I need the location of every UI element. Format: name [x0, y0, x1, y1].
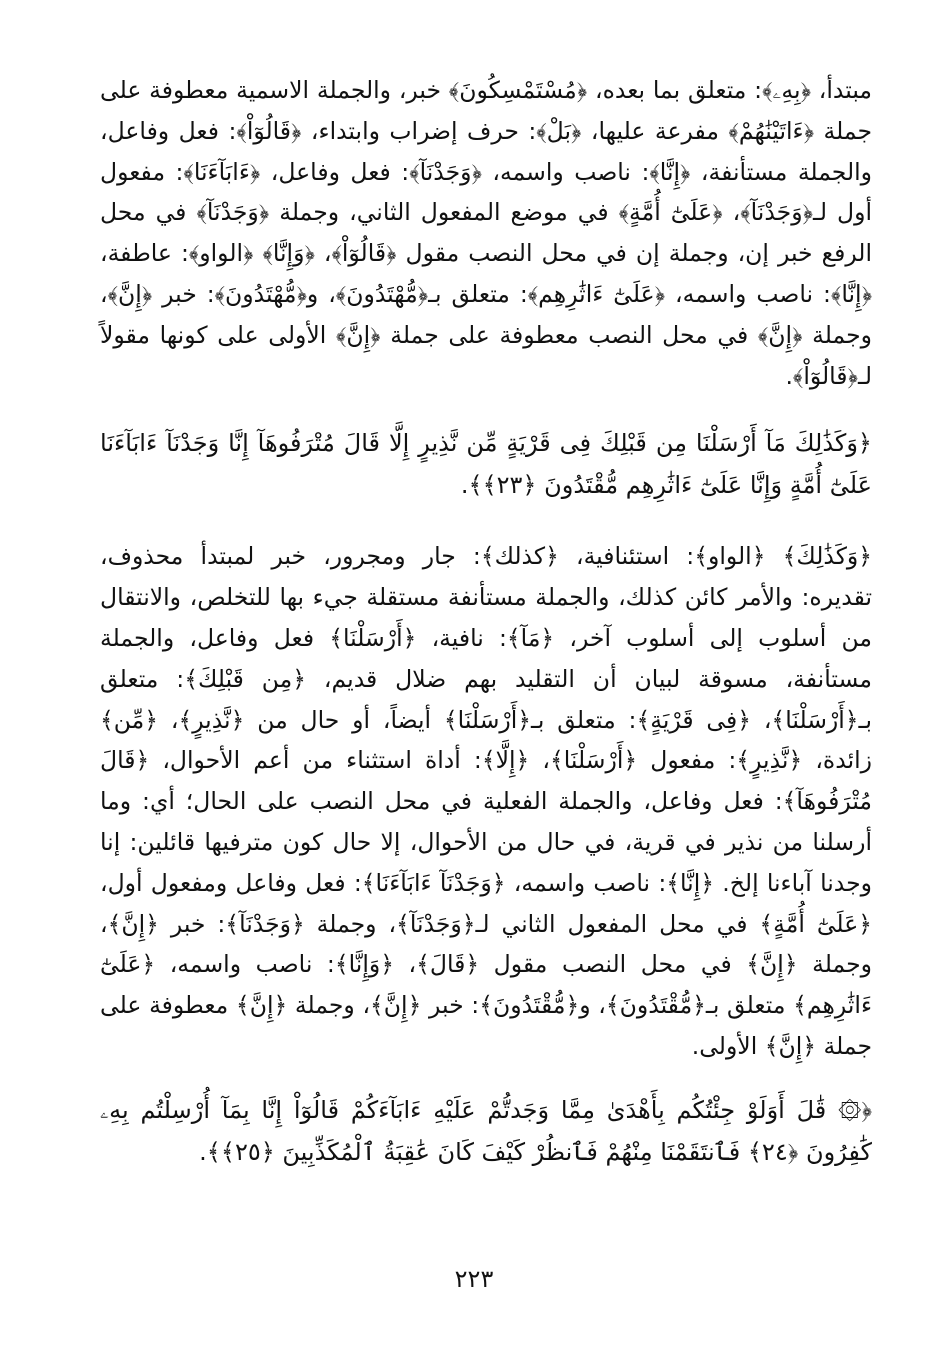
quran-verse-23: ﴿وَكَذَٰلِكَ مَآ أَرْسَلْنَا مِن قَبْلِكَ فِى قَرْيَةٍ مِّن نَّذِيرٍ إِلَّا قَالَ مُتْرَفُوهَآ إِنَّا وَجَدْنَآ ءَابَآءَنَا عَلَىٰٓ أُمَّةٍ وَإِنَّا عَلَىٰٓ ءَاثَٰرِهِم مُّقْتَدُونَ ﴿٢٣﴾﴾.	[100, 429, 872, 500]
page-body	[100, 70, 872, 1173]
page-number: ٢٢٣	[454, 1265, 494, 1293]
grammar-paragraph-2: ﴿وَكَذَٰلِكَ﴾ ﴿الواو﴾: استئنافية، ﴿كذلك﴾: جار ومجرور، خبر لمبتدأ محذوف، تقديره: والأمر كائن كذلك، والجملة مستأنفة مستقلة جيء بها للتخلص، والانتقال من أسلوب إلى أسلوب آخر، ﴿مَآ﴾: نافية، ﴿أَرْسَلْنَا﴾ فعل وفاعل، والجملة مستأنفة، مسوقة لبيان أن التقليد بهم ضلال قديم، ﴿مِن قَبْلِكَ﴾: متعلق بـ﴿أَرْسَلْنَا﴾، ﴿فِى قَرْيَةٍ﴾: متعلق بـ﴿أَرْسَلْنَا﴾ أيضاً، أو حال من ﴿نَّذِيرٍ﴾، ﴿مِّن﴾ زائدة، ﴿نَّذِيرٍ﴾: مفعول ﴿أَرْسَلْنَا﴾، ﴿إِلَّا﴾: أداة استثناء من أعم الأحوال، ﴿قَالَ مُتْرَفُوهَآ﴾: فعل وفاعل، والجملة الفعلية في محل النصب على الحال؛ أي: وما أرسلنا من نذير في قرية، في حال من الأحوال، إلا حال كون مترفيها قائلين: إنا وجدنا آباءنا إلخ. ﴿إِنَّا﴾: ناصب واسمه، ﴿وَجَدْنَآ ءَابَآءَنَا﴾: فعل وفاعل ومفعول أول، ﴿عَلَىٰٓ أُمَّةٍ﴾ في محل المفعول الثاني لـ﴿وَجَدْنَآ﴾، وجملة ﴿وَجَدْنَآ﴾: خبر ﴿إِنَّ﴾، وجملة ﴿إِنَّ﴾ في محل النصب مقول ﴿قَالَ﴾، ﴿وَإِنَّا﴾: ناصب واسمه، ﴿عَلَىٰٓ ءَاثَٰرِهِم﴾ متعلق بـ﴿مُّقْتَدُونَ﴾، و﴿مُّقْتَدُونَ﴾: خبر ﴿إِنَّ﴾، وجملة ﴿إِنَّ﴾ معطوفة على جملة ﴿إِنَّ﴾ الأولى.	[100, 542, 872, 1060]
grammar-paragraph-1: مبتدأ، ﴿بِهِۦ﴾: متعلق بما بعده، ﴿مُسْتَمْسِكُونَ﴾ خبر، والجملة الاسمية معطوفة على جملة ﴿ءَاتَيْنَٰهُمْ﴾ مفرعة عليها، ﴿بَلْ﴾: حرف إضراب وابتداء، ﴿قَالُوٓاْ﴾: فعل وفاعل، والجملة مستأنفة، ﴿إِنَّا﴾: ناصب واسمه، ﴿وَجَدْنَآ﴾: فعل وفاعل، ﴿ءَابَآءَنَا﴾: مفعول أول لـ﴿وَجَدْنَآ﴾، ﴿عَلَىٰٓ أُمَّةٍ﴾ في موضع المفعول الثاني، وجملة ﴿وَجَدْنَآ﴾ في محل الرفع خبر إن، وجملة إن في محل النصب مقول ﴿قَالُوٓاْ﴾، ﴿وَإِنَّا﴾ ﴿الواو﴾: عاطفة، ﴿إِنَّا﴾: ناصب واسمه، ﴿عَلَىٰٓ ءَاثَٰرِهِم﴾: متعلق بـ﴿مُّهْتَدُونَ﴾، و﴿مُّهْتَدُونَ﴾: خبر ﴿إِنَّ﴾، وجملة ﴿إِنَّ﴾ في محل النصب معطوفة على جملة ﴿إِنَّ﴾ الأولى على كونها مقولاً لـ﴿قَالُوٓاْ﴾.	[100, 76, 872, 390]
quran-verses-24-25: ﴿۞ قَٰلَ أَوَلَوْ جِئْتُكُم بِأَهْدَىٰ مِمَّا وَجَدتُّمْ عَلَيْهِ ءَابَآءَكُمْ قَالُوٓاْ إِنَّا بِمَآ أُرْسِلْتُم بِهِۦ كَٰفِرُونَ ﴿٢٤﴾ فَٱنتَقَمْنَا مِنْهُمْ فَٱنظُرْ كَيْفَ كَانَ عَٰقِبَةُ ٱلْمُكَذِّبِينَ ﴿٢٥﴾﴾.	[100, 1095, 872, 1166]
